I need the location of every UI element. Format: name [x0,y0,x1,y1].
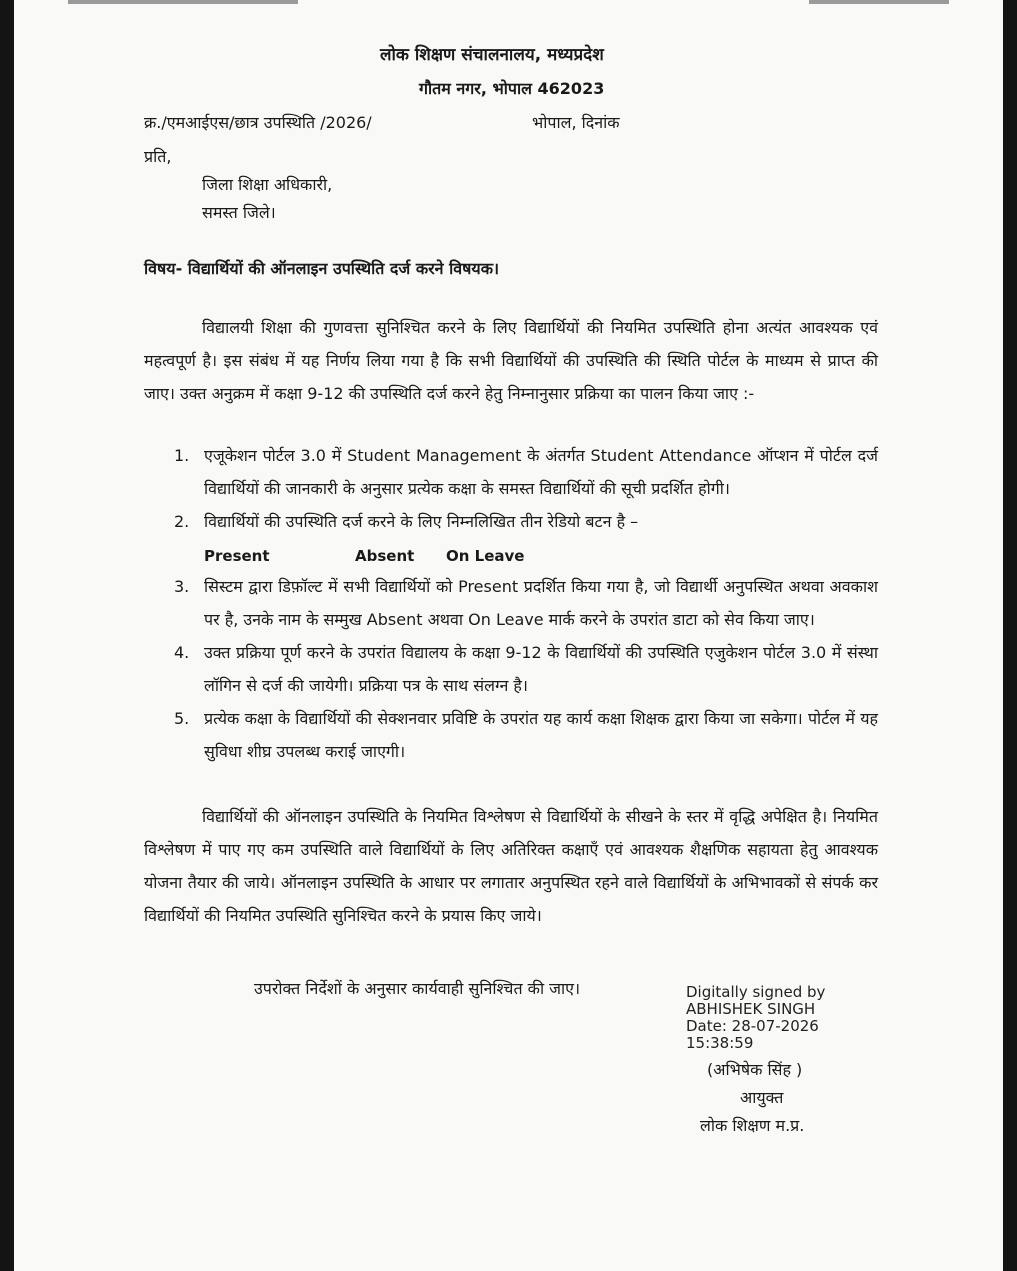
analysis-paragraph [144,800,878,932]
list-item-number: 3. [174,577,190,596]
right-border [1003,0,1017,1271]
intro-paragraph [144,311,878,410]
list-item-text: विद्यार्थियों की उपस्थिति दर्ज करने के लिए निम्नलिखित तीन रेडियो बटन है – [204,512,639,531]
list-item [174,570,878,636]
recipient-line-1: जिला शिक्षा अधिकारी, [202,175,333,194]
clipped-header-text [809,0,949,4]
list-item-text: एजूकेशन पोर्टल 3.0 में Student Management के अंतर्गत Student Attendance ऑप्शन में पोर्टल दर्ज विद्यार्थियों की जानकारी के अनुसार प्रत्येक कक्षा के समस्त विद्यार्थियों की सूची प्रदर्शित होगी। [204,446,878,498]
radio-option-present: Present [204,547,270,565]
procedure-list [174,439,878,768]
list-item-number: 1. [174,446,190,465]
place-date: भोपाल, दिनांक [532,113,620,132]
radio-option-on-leave: On Leave [446,547,525,565]
recipient-prefix: प्रति, [144,147,172,166]
intro-text: विद्यालयी शिक्षा की गुणवत्ता सुनिश्चित करने के लिए विद्यार्थियों की नियमित उपस्थिति होना अत्यंत आवश्यक एवं महत्वपूर्ण है। इस संबंध में यह निर्णय लिया गया है कि सभी विद्यार्थियों की उपस्थिति की स्थिति पोर्टल के माध्यम से प्राप्त की जाए। उक्त अनुक्रम में कक्षा 9-12 की उपस्थिति दर्ज करने हेतु निम्नानुसार प्रक्रिया का पालन किया जाए :- [144,318,878,403]
list-item-text: सिस्टम द्वारा डिफ़ॉल्ट में सभी विद्यार्थियों को Present प्रदर्शित किया गया है, जो विद्यार्थी अनुपस्थित अथवा अवकाश पर है, उनके नाम के सम्मुख Absent अथवा On Leave मार्क करने के उपरांत डाटा को सेव किया जाए। [204,577,878,629]
analysis-text: विद्यार्थियों की ऑनलाइन उपस्थिति के नियमित विश्लेषण से विद्यार्थियों के सीखने के स्तर में वृद्धि अपेक्षित है। नियमित विश्लेषण में पाए गए कम उपस्थिति वाले विद्यार्थियों के लिए अतिरिक्त कक्षाएँ एवं आवश्यक शैक्षणिक सहायता हेतु आवश्यक योजना तैयार की जाये। ऑनलाइन उपस्थिति के आधार पर लगातार अनुपस्थित रहने वाले विद्यार्थियों के अभिभावकों से संपर्क कर विद्यार्थियों की नियमित उपस्थिति सुनिश्चित करने के प्रयास किए जाये। [144,807,878,925]
reference-number: क्र./एमआईएस/छात्र उपस्थिति /2026/ [144,113,372,132]
list-item-number: 4. [174,643,190,662]
list-item-number: 2. [174,512,190,531]
signatory-department: लोक शिक्षण म.प्र. [700,1116,805,1135]
office-address: गौतम नगर, भोपाल 462023 [419,79,605,98]
left-border [0,0,14,1271]
office-title: लोक शिक्षण संचालनालय, मध्यप्रदेश [380,45,604,65]
list-item [174,702,878,768]
list-item-text: प्रत्येक कक्षा के विद्यार्थियों की सेक्शनवार प्रविष्टि के उपरांत यह कार्य कक्षा शिक्षक द्वारा किया जा सकेगा। पोर्टल में यह सुविधा शीघ्र उपलब्ध कराई जाएगी। [204,709,878,761]
recipient-line-2: समस्त जिले। [202,203,276,222]
list-item-text: उक्त प्रक्रिया पूर्ण करने के उपरांत विद्यालय के कक्षा 9-12 के विद्यार्थियों की उपस्थिति एजुकेशन पोर्टल 3.0 में संस्था लॉगिन से दर्ज की जायेगी। प्रक्रिया पत्र के साथ संलग्न है। [204,643,878,695]
list-item-number: 5. [174,709,190,728]
list-item [174,636,878,702]
closing-line: उपरोक्त निर्देशों के अनुसार कार्यवाही सुनिश्चित की जाए। [254,979,581,998]
list-item [174,439,878,505]
clipped-header-text [68,0,298,4]
digital-signature: Digitally signed by ABHISHEK SINGH Date: 28-07-2026 15:38:59 [686,983,826,1052]
letter-page [14,0,1003,1271]
radio-option-absent: Absent [355,547,415,565]
radio-options-row [174,538,878,570]
list-item [174,505,878,538]
subject-line: विषय- विद्यार्थियों की ऑनलाइन उपस्थिति दर्ज करने विषयक। [144,259,500,278]
signatory-designation: आयुक्त [740,1088,784,1107]
signatory-name: (अभिषेक सिंह ) [707,1060,803,1079]
